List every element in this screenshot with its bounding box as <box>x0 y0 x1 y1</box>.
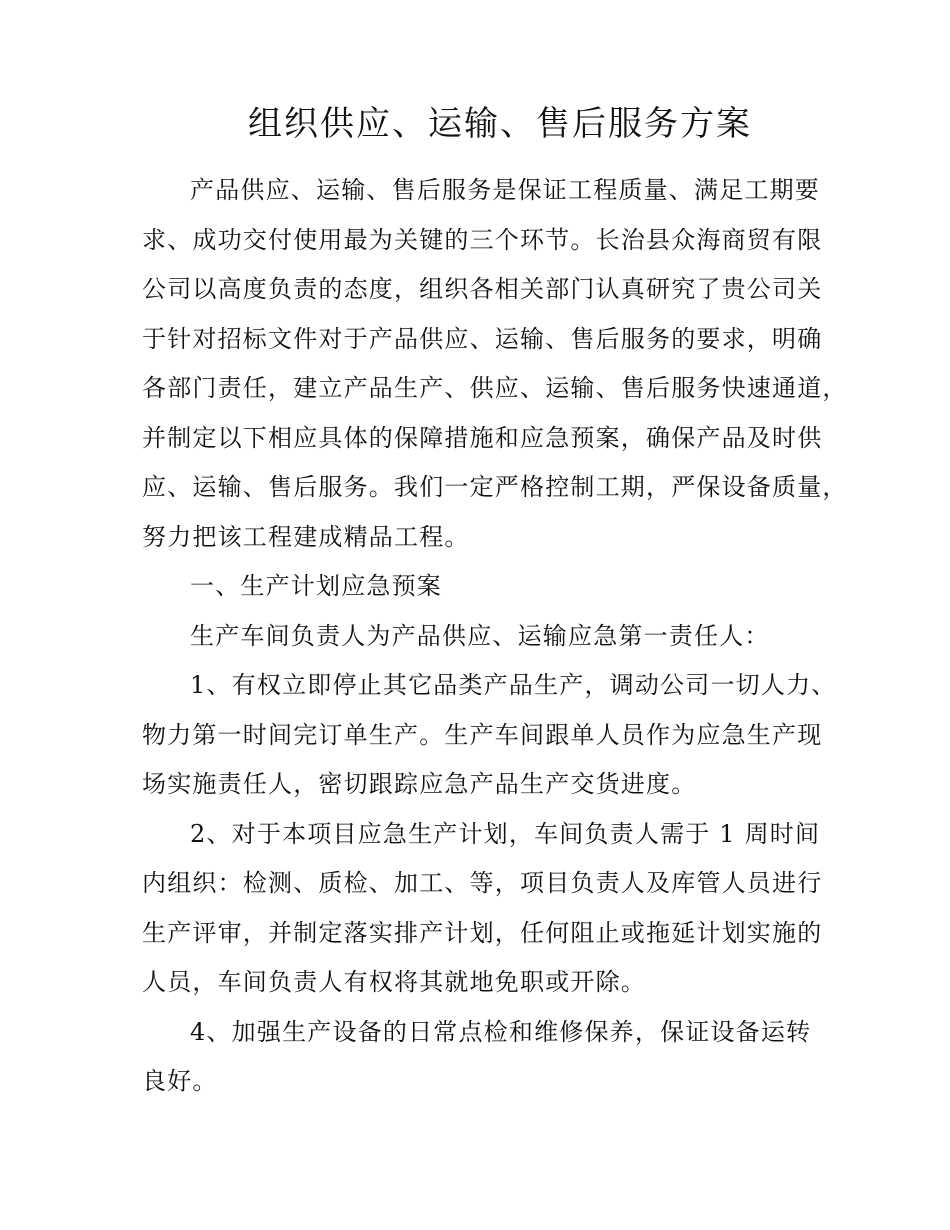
paragraph-line: 努力把该工程建成精品工程。 <box>142 522 470 551</box>
list-item-line: 生产评审，并制定落实排产计划，任何阻止或拖延计划实施的 <box>142 918 823 947</box>
list-item-line: 2、对于本项目应急生产计划，车间负责人需于 1 周时间 <box>190 819 821 848</box>
paragraph-line: 应、运输、售后服务。我们一定严格控制工期，严保设备质量， <box>142 473 848 501</box>
paragraph-line: 求、成功交付使用最为关键的三个环节。长治县众海商贸有限 <box>142 225 823 254</box>
list-item-line: 场实施责任人，密切跟踪应急产品生产交货进度。 <box>142 770 697 798</box>
list-item-line: 人员，车间负责人有权将其就地免职或开除。 <box>142 968 646 996</box>
paragraph-line: 各部门责任，建立产品生产、供应、运输、售后服务快速通道， <box>142 374 848 402</box>
list-item-line: 内组织：检测、质检、加工、等，项目负责人及库管人员进行 <box>142 869 823 897</box>
document-title: 组织供应、运输、售后服务方案 <box>248 104 752 144</box>
list-item-line: 物力第一时间完订单生产。生产车间跟单人员作为应急生产现 <box>142 720 823 749</box>
section-heading: 一、生产计划应急预案 <box>190 572 442 600</box>
list-item-line: 良好。 <box>142 1067 218 1095</box>
paragraph-line: 生产车间负责人为产品供应、运输应急第一责任人： <box>190 621 770 650</box>
list-item-line: 4、加强生产设备的日常点检和维修保养，保证设备运转 <box>190 1017 812 1046</box>
paragraph-line: 于针对招标文件对于产品供应、运输、售后服务的要求，明确 <box>142 324 823 353</box>
paragraph-line: 产品供应、运输、售后服务是保证工程质量、满足工期要 <box>190 176 820 204</box>
list-item-line: 1、有权立即停止其它品类产品生产，调动公司一切人力、 <box>190 671 837 699</box>
document-body <box>142 166 848 1107</box>
paragraph-line: 公司以高度负责的态度，组织各相关部门认真研究了贵公司关 <box>142 275 823 303</box>
paragraph-line: 并制定以下相应具体的保障措施和应急预案，确保产品及时供 <box>142 423 823 452</box>
